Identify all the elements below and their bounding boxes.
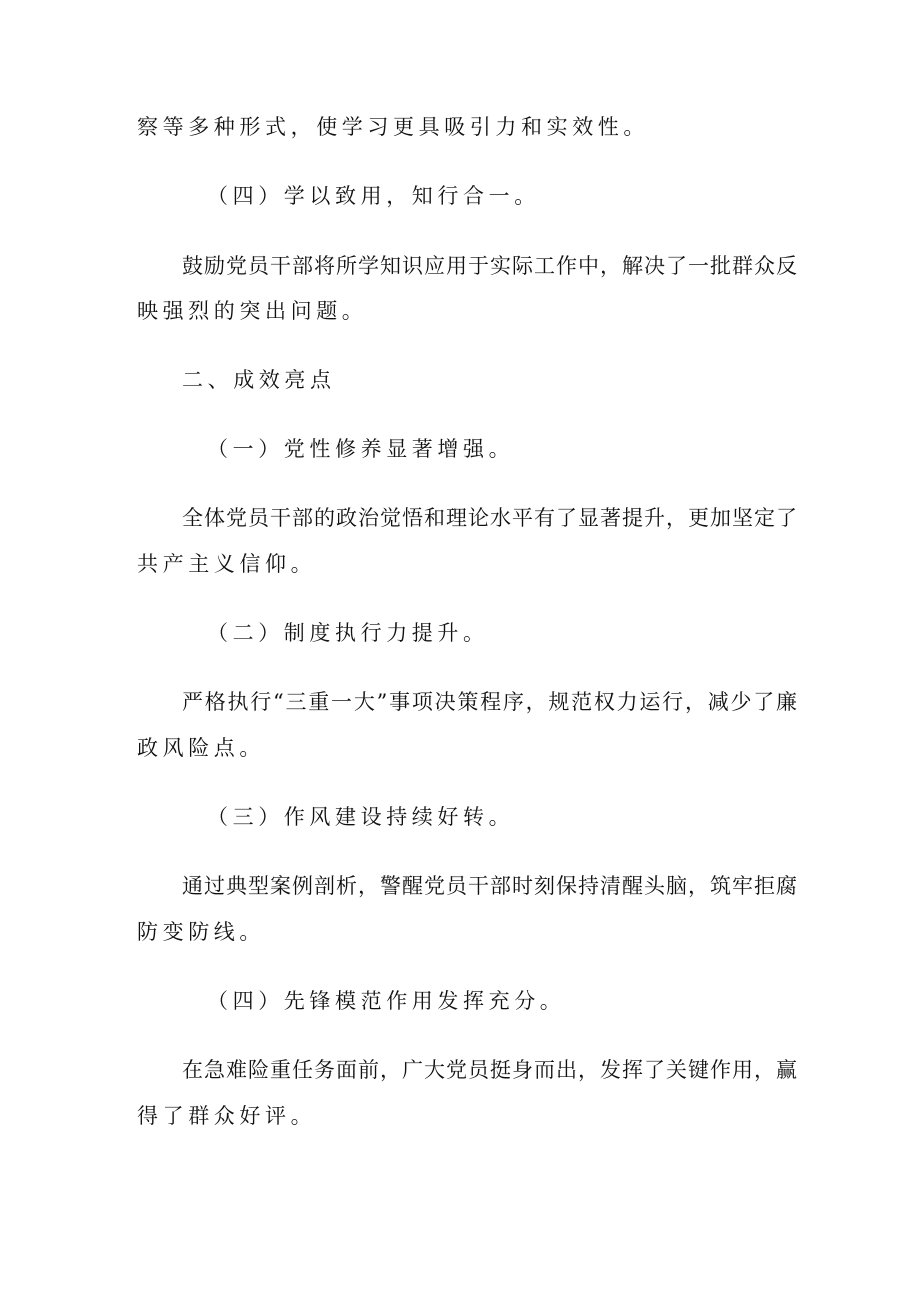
paragraph-line: 映强烈的突出问题。 [137,299,368,323]
paragraph-line: 得了群众好评。 [137,1104,317,1128]
section-heading-achievements: 二、成效亮点 [182,368,336,392]
paragraph-line: 防变防线。 [137,920,265,944]
paragraph-line: 共产主义信仰。 [137,552,317,576]
paragraph-line: 鼓励党员干部将所学知识应用于实际工作中，解决了一批群众反 [182,254,797,278]
subheading-2-institutional-execution: （二）制度执行力提升。 [207,621,489,645]
paragraph-line: 全体党员干部的政治觉悟和理论水平有了显著提升，更加坚定了 [182,506,797,530]
paragraph-line: 察等多种形式，使学习更具吸引力和实效性。 [137,115,649,139]
subheading-3-work-style: （三）作风建设持续好转。 [207,805,515,829]
subheading-4-xue-yi-zhi-yong: （四）学以致用，知行合一。 [207,184,540,208]
subheading-1-party-spirit: （一）党性修养显著增强。 [207,437,515,461]
subheading-4-vanguard-role: （四）先锋模范作用发挥充分。 [207,989,566,1013]
paragraph-line: 严格执行“三重一大”事项决策程序，规范权力运行，减少了廉 [182,690,797,714]
paragraph-line: 在急难险重任务面前，广大党员挺身而出，发挥了关键作用，赢 [182,1058,797,1082]
paragraph-line: 通过典型案例剖析，警醒党员干部时刻保持清醒头脑，筑牢拒腐 [182,874,797,898]
paragraph-line: 政风险点。 [137,736,265,760]
